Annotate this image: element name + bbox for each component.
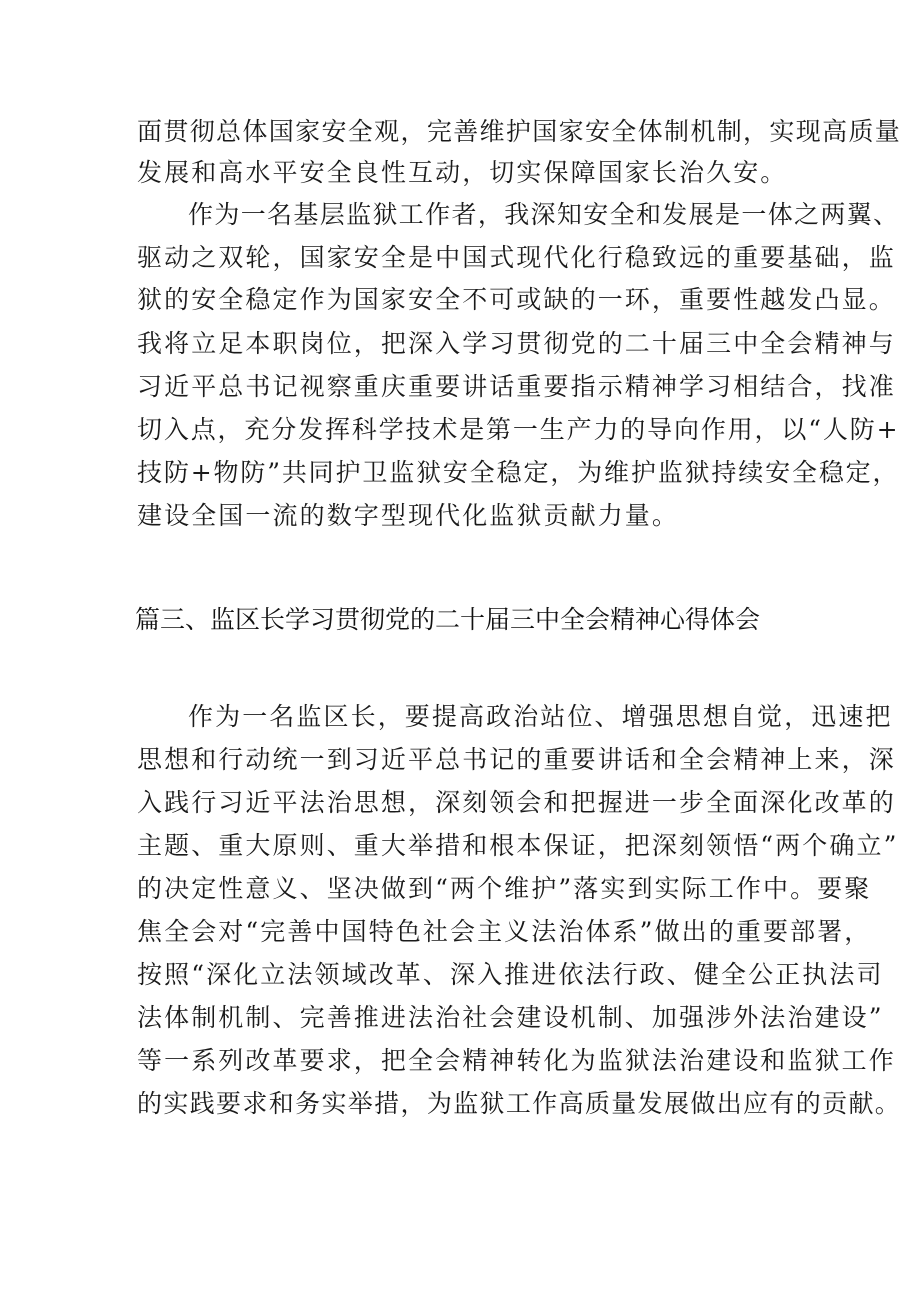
paragraph-2-line-1: 作为一名基层监狱工作者，我深知安全和发展是一体之两翼、 [188,200,900,229]
paragraph-2-line-8: 建设全国一流的数字型现代化监狱贡献力量。 [137,501,680,530]
paragraph-2-line-2: 驱动之双轮，国家安全是中国式现代化行稳致远的重要基础，监 [137,243,896,272]
paragraph-3-line-2: 思想和行动统一到习近平总书记的重要讲话和全会精神上来，深 [137,745,896,774]
paragraph-3-line-3: 入践行习近平法治思想，深刻领会和把握进一步全面深化改革的 [137,788,896,817]
paragraph-2-line-7: 技防+物防”共同护卫监狱安全稳定，为维护监狱持续安全稳定， [137,458,900,487]
paragraph-1-line-1: 面贯彻总体国家安全观，完善维护国家安全体制机制，实现高质量 [137,117,902,146]
paragraph-3-line-8: 法体制机制、完善推进法治社会建设机制、加强涉外法治建设” [137,1003,884,1032]
paragraph-1-line-2: 发展和高水平安全良性互动，切实保障国家长治久安。 [137,158,788,187]
paragraph-3-line-9: 等一系列改革要求，把全会精神转化为监狱法治建设和监狱工作 [137,1046,896,1075]
paragraph-2-line-3: 狱的安全稳定作为国家安全不可或缺的一环，重要性越发凸显。 [137,285,896,314]
paragraph-3-line-5: 的决定性意义、坚决做到“两个维护”落实到实际工作中。要聚 [137,874,872,903]
paragraph-3-line-1: 作为一名监区长，要提高政治站位、增强思想自觉，迅速把 [188,702,893,731]
paragraph-3-line-4: 主题、重大原则、重大举措和根本保证，把深刻领悟“两个确立” [137,831,899,860]
paragraph-3-line-7: 按照“深化立法领域改革、深入推进依法行政、健全公正执法司 [137,960,884,989]
paragraph-2-line-4: 我将立足本职岗位，把深入学习贯彻党的二十届三中全会精神与 [137,329,896,358]
paragraph-2-line-6: 切入点，充分发挥科学技术是第一生产力的导向作用，以“人防+ [137,415,900,444]
paragraph-3-line-6: 焦全会对“完善中国特色社会主义法治体系”做出的重要部署， [137,917,872,946]
paragraph-3-line-10: 的实践要求和务实举措，为监狱工作高质量发展做出应有的贡献。 [137,1089,902,1118]
section-title: 篇三、监区长学习贯彻党的二十届三中全会精神心得体会 [135,605,761,634]
paragraph-2-line-5: 习近平总书记视察重庆重要讲话重要指示精神学习相结合，找准 [137,372,896,401]
